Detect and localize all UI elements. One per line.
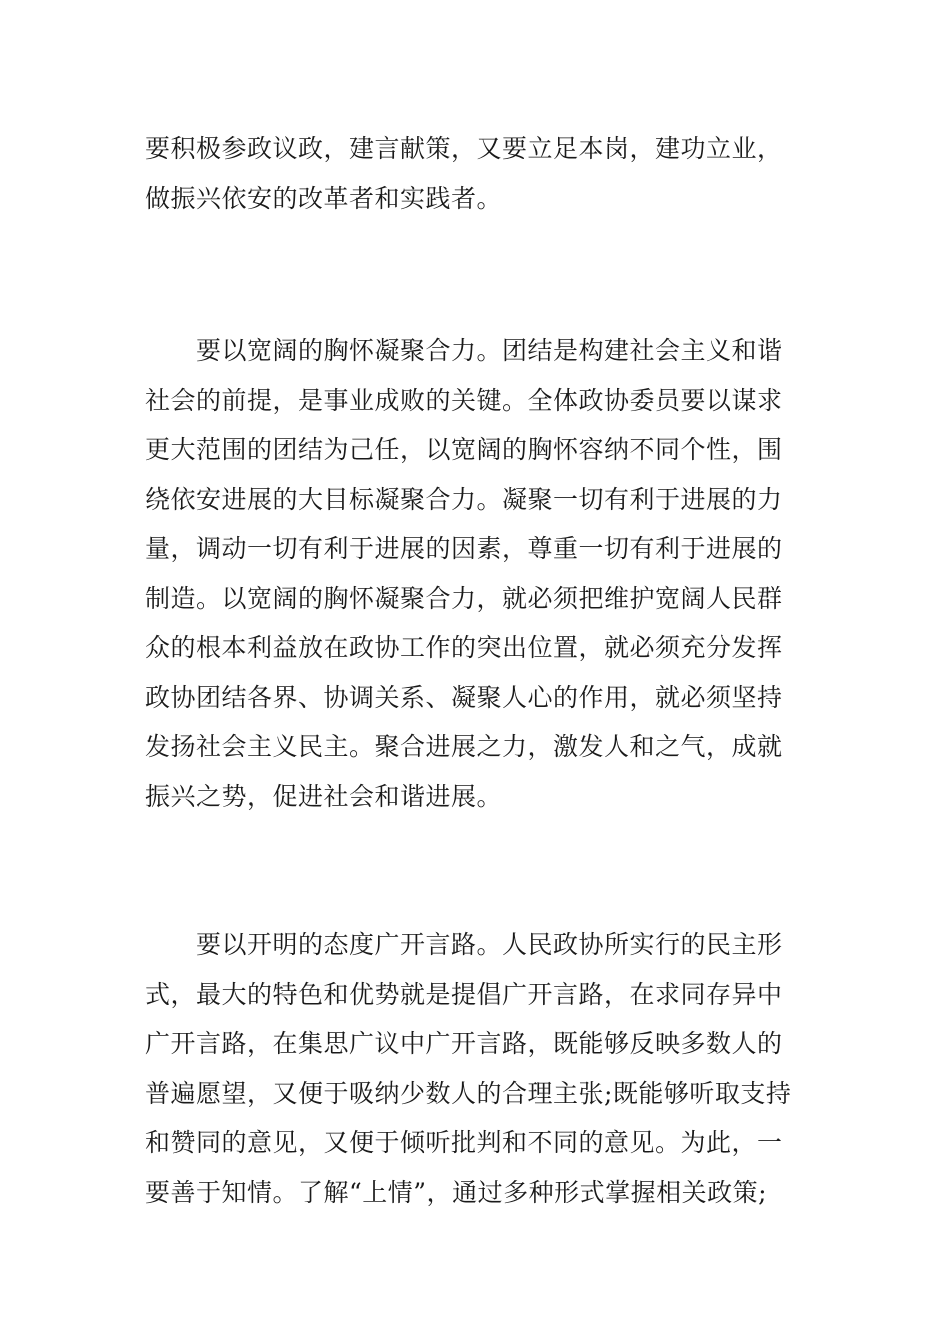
text-line: 政协团结各界、协调关系、凝聚人心的作用，就必须坚持 bbox=[145, 682, 783, 712]
text-line: 社会的前提，是事业成败的关键。全体政协委员要以谋求 bbox=[145, 385, 783, 415]
text-line: 发扬社会主义民主。聚合进展之力，激发人和之气，成就 bbox=[145, 732, 783, 761]
text-line: 普遍愿望，又便于吸纳少数人的合理主张;既能够听取支持 bbox=[145, 1078, 792, 1108]
text-line: 振兴之势，促进社会和谐进展。 bbox=[145, 781, 503, 811]
text-line: 更大范围的团结为己任，以宽阔的胸怀容纳不同个性，围 bbox=[145, 435, 783, 464]
text-line: 要积极参政议政，建言献策，又要立足本岗，建功立业， bbox=[145, 134, 783, 163]
text-line: 要以宽阔的胸怀凝聚合力。团结是构建社会主义和谐 bbox=[145, 336, 783, 365]
text-line: 式，最大的特色和优势就是提倡广开言路，在求同存异中 bbox=[145, 979, 783, 1009]
text-line: 和赞同的意见，又便于倾听批判和不同的意见。为此，一 bbox=[145, 1128, 783, 1157]
text-line: 要善于知情。了解“上情”，通过多种形式掌握相关政策; bbox=[145, 1177, 767, 1207]
text-line: 绕依安进展的大目标凝聚合力。凝聚一切有利于进展的力 bbox=[145, 484, 783, 514]
paragraph-solidarity bbox=[145, 326, 810, 821]
text-line: 广开言路，在集思广议中广开言路，既能够反映多数人的 bbox=[145, 1029, 783, 1058]
text-line: 众的根本利益放在政协工作的突出位置，就必须充分发挥 bbox=[145, 633, 783, 662]
text-line: 要以开明的态度广开言路。人民政协所实行的民主形 bbox=[145, 930, 783, 959]
paragraph-open-speech bbox=[145, 920, 810, 1217]
text-line: 量，调动一切有利于进展的因素，尊重一切有利于进展的 bbox=[145, 534, 783, 563]
text-line: 做振兴依安的改革者和实践者。 bbox=[145, 183, 503, 213]
text-line: 制造。以宽阔的胸怀凝聚合力，就必须把维护宽阔人民群 bbox=[145, 583, 783, 613]
paragraph-continuation bbox=[145, 124, 810, 223]
